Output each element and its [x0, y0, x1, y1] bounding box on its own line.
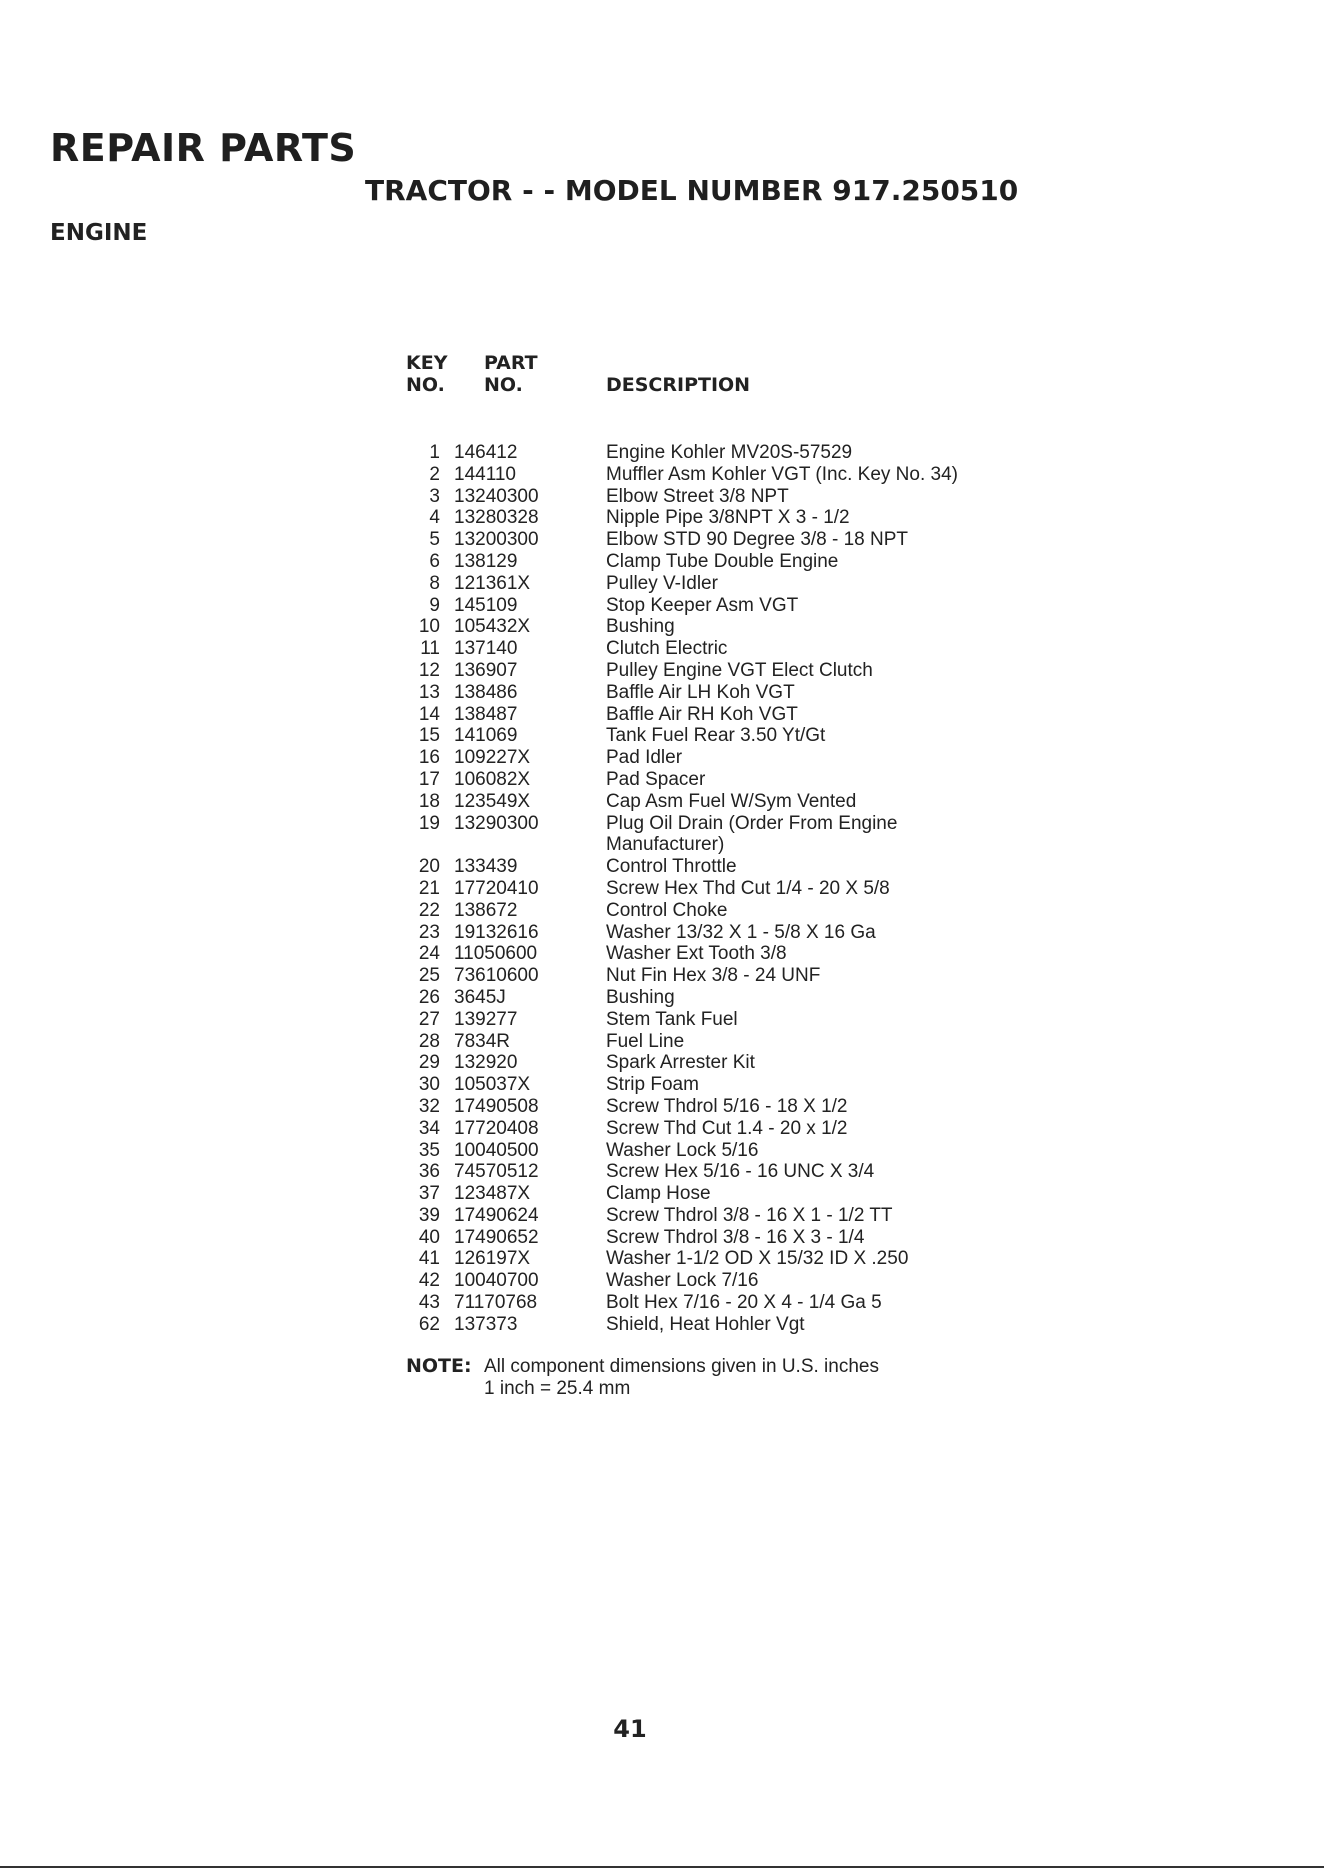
part-cell: 105432X: [454, 616, 531, 638]
description-cell: Pulley Engine VGT Elect Clutch: [606, 659, 873, 681]
table-row: [406, 1009, 1006, 1031]
subsection-title: ENGINE: [50, 220, 148, 246]
description-cell: Screw Thdrol 3/8 - 16 X 1 - 1/2 TT: [606, 1204, 893, 1226]
table-row: [406, 856, 1006, 878]
table-row: [406, 595, 1006, 617]
parts-list: [406, 352, 1006, 1336]
key-cell: 14: [418, 703, 440, 725]
part-cell: 17490652: [454, 1226, 539, 1248]
table-row: [406, 704, 1006, 726]
description-cell: Screw Thdrol 3/8 - 16 X 3 - 1/4: [606, 1226, 865, 1248]
description-cell: Screw Thdrol 5/16 - 18 X 1/2: [606, 1095, 848, 1117]
description-cell: Pad Spacer: [606, 768, 706, 790]
key-cell: 6: [429, 550, 440, 572]
table-row: [406, 1270, 1006, 1292]
key-cell: 5: [429, 529, 440, 551]
description-cell: Stop Keeper Asm VGT: [606, 594, 799, 616]
key-cell: 3: [429, 485, 440, 507]
description-cell: Stem Tank Fuel: [606, 1008, 738, 1030]
table-row: [406, 660, 1006, 682]
key-cell: 9: [429, 594, 440, 616]
part-cell: 17720410: [454, 877, 539, 899]
table-row: [406, 1205, 1006, 1227]
table-row: [406, 813, 1006, 857]
part-cell: 13280328: [454, 507, 539, 529]
key-cell: 39: [418, 1204, 440, 1226]
key-cell: 28: [418, 1030, 440, 1052]
part-cell: 132920: [454, 1052, 518, 1074]
description-cell: Plug Oil Drain (Order From Engine Manufacturer): [606, 812, 898, 856]
description-cell: Control Throttle: [606, 856, 737, 878]
table-row: [406, 573, 1006, 595]
key-cell: 13: [418, 681, 440, 703]
part-cell: 137140: [454, 638, 518, 660]
part-cell: 74570512: [454, 1161, 539, 1183]
key-cell: 20: [418, 856, 440, 878]
part-cell: 106082X: [454, 768, 531, 790]
description-header: DESCRIPTION: [606, 374, 751, 396]
description-cell: Washer 1-1/2 OD X 15/32 ID X .250: [606, 1248, 909, 1270]
key-cell: 40: [418, 1226, 440, 1248]
part-cell: 138487: [454, 703, 518, 725]
table-row: [406, 1074, 1006, 1096]
part-cell: 3645J: [454, 986, 506, 1008]
table-row: [406, 769, 1006, 791]
part-cell: 126197X: [454, 1248, 531, 1270]
description-cell: Pulley V-Idler: [606, 572, 718, 594]
description-cell: Baffle Air RH Koh VGT: [606, 703, 798, 725]
table-row: [406, 791, 1006, 813]
key-cell: 62: [418, 1313, 440, 1335]
description-cell: Washer Lock 7/16: [606, 1270, 759, 1292]
part-cell: 123487X: [454, 1183, 531, 1205]
key-cell: 18: [418, 790, 440, 812]
table-row: [406, 1292, 1006, 1314]
key-cell: 37: [418, 1183, 440, 1205]
table-row: [406, 922, 1006, 944]
table-row: [406, 616, 1006, 638]
page-title: REPAIR PARTS: [50, 126, 357, 170]
table-row: [406, 900, 1006, 922]
key-cell: 32: [418, 1095, 440, 1117]
table-row: [406, 725, 1006, 747]
description-cell: Control Choke: [606, 899, 728, 921]
part-cell: 133439: [454, 856, 518, 878]
model-title: TRACTOR - - MODEL NUMBER 917.250510: [365, 174, 1019, 207]
key-cell: 36: [418, 1161, 440, 1183]
part-cell: 7834R: [454, 1030, 510, 1052]
description-cell: Clamp Tube Double Engine: [606, 550, 839, 572]
part-cell: 138672: [454, 899, 518, 921]
table-row: [406, 1183, 1006, 1205]
description-cell: Bushing: [606, 616, 675, 638]
description-cell: Nipple Pipe 3/8NPT X 3 - 1/2: [606, 507, 850, 529]
part-cell: 10040700: [454, 1270, 539, 1292]
table-row: [406, 747, 1006, 769]
table-row: [406, 878, 1006, 900]
part-cell: 17490624: [454, 1204, 539, 1226]
part-cell: 123549X: [454, 790, 531, 812]
description-cell: Screw Hex Thd Cut 1/4 - 20 X 5/8: [606, 877, 890, 899]
part-cell: 13200300: [454, 529, 539, 551]
description-cell: Muffler Asm Kohler VGT (Inc. Key No. 34): [606, 463, 958, 485]
key-cell: 27: [418, 1008, 440, 1030]
table-row: [406, 943, 1006, 965]
key-cell: 1: [429, 442, 440, 463]
part-cell: 71170768: [454, 1292, 538, 1314]
key-cell: 24: [418, 943, 440, 965]
part-cell: 141069: [454, 725, 518, 747]
table-row: [406, 529, 1006, 551]
key-cell: 19: [418, 812, 440, 834]
part-cell: 136907: [454, 659, 518, 681]
key-cell: 22: [418, 899, 440, 921]
note-label: NOTE:: [406, 1355, 472, 1377]
description-cell: Washer Lock 5/16: [606, 1139, 759, 1161]
description-cell: Nut Fin Hex 3/8 - 24 UNF: [606, 965, 821, 987]
key-header-line2: NO.: [406, 374, 445, 396]
key-cell: 35: [418, 1139, 440, 1161]
part-cell: 17490508: [454, 1095, 539, 1117]
part-cell: 145109: [454, 594, 518, 616]
description-cell: Clutch Electric: [606, 638, 728, 660]
table-row: [406, 1227, 1006, 1249]
key-cell: 43: [418, 1292, 440, 1314]
key-cell: 4: [429, 507, 440, 529]
page-number: 41: [613, 1715, 647, 1743]
part-cell: 13240300: [454, 485, 539, 507]
description-cell: Fuel Line: [606, 1030, 685, 1052]
key-cell: 10: [418, 616, 440, 638]
key-cell: 16: [418, 747, 440, 769]
part-cell: 11050600: [454, 943, 538, 965]
part-cell: 73610600: [454, 965, 539, 987]
part-header-line1: PART: [484, 352, 538, 374]
part-cell: 10040500: [454, 1139, 539, 1161]
key-cell: 2: [429, 463, 440, 485]
key-cell: 17: [418, 768, 440, 790]
table-row: [406, 1314, 1006, 1336]
part-cell: 144110: [454, 463, 516, 485]
table-row: [406, 464, 1006, 486]
description-cell: Clamp Hose: [606, 1183, 711, 1205]
key-cell: 23: [418, 921, 440, 943]
part-cell: 138129: [454, 550, 518, 572]
description-cell: Spark Arrester Kit: [606, 1052, 755, 1074]
part-cell: 139277: [454, 1008, 518, 1030]
part-header-line2: NO.: [484, 374, 523, 396]
table-row: [406, 1052, 1006, 1074]
key-cell: 15: [418, 725, 440, 747]
part-cell: 105037X: [454, 1074, 531, 1096]
key-cell: 42: [418, 1270, 440, 1292]
description-cell: Baffle Air LH Koh VGT: [606, 681, 795, 703]
key-cell: 8: [429, 572, 440, 594]
key-cell: 12: [418, 659, 440, 681]
table-row: [406, 1140, 1006, 1162]
key-cell: 34: [418, 1117, 440, 1139]
note: [406, 1356, 879, 1400]
part-cell: 146412: [454, 442, 518, 463]
description-cell: Screw Thd Cut 1.4 - 20 x 1/2: [606, 1117, 848, 1139]
description-cell: Bushing: [606, 986, 675, 1008]
key-cell: 30: [418, 1074, 440, 1096]
description-cell: Strip Foam: [606, 1074, 699, 1096]
table-row: [406, 638, 1006, 660]
part-cell: 13290300: [454, 812, 539, 834]
part-cell: 121361X: [454, 572, 531, 594]
description-cell: Elbow STD 90 Degree 3/8 - 18 NPT: [606, 529, 909, 551]
description-cell: Elbow Street 3/8 NPT: [606, 485, 789, 507]
key-cell: 11: [420, 638, 440, 660]
column-headers: [406, 352, 1006, 404]
table-row: [406, 965, 1006, 987]
description-cell: Bolt Hex 7/16 - 20 X 4 - 1/4 Ga 5: [606, 1292, 882, 1314]
description-cell: Pad Idler: [606, 747, 683, 769]
description-cell: Tank Fuel Rear 3.50 Yt/Gt: [606, 725, 826, 747]
note-line1: All component dimensions given in U.S. inches: [484, 1356, 879, 1377]
table-row: [406, 507, 1006, 529]
description-cell: Cap Asm Fuel W/Sym Vented: [606, 790, 857, 812]
table-row: [406, 682, 1006, 704]
key-cell: 41: [418, 1248, 440, 1270]
table-row: [406, 1031, 1006, 1053]
description-cell: Washer 13/32 X 1 - 5/8 X 16 Ga: [606, 921, 876, 943]
key-cell: 26: [418, 986, 440, 1008]
table-row: [406, 442, 1006, 464]
part-cell: 19132616: [454, 921, 539, 943]
note-line2: 1 inch = 25.4 mm: [484, 1377, 631, 1399]
description-cell: Engine Kohler MV20S-57529: [606, 442, 853, 463]
table-row: [406, 987, 1006, 1009]
key-cell: 25: [418, 965, 440, 987]
bottom-rule: [0, 1866, 1324, 1868]
part-cell: 17720408: [454, 1117, 539, 1139]
part-cell: 137373: [454, 1313, 518, 1335]
table-row: [406, 486, 1006, 508]
part-cell: 109227X: [454, 747, 531, 769]
key-cell: 29: [418, 1052, 440, 1074]
description-cell: Screw Hex 5/16 - 16 UNC X 3/4: [606, 1161, 875, 1183]
key-cell: 21: [418, 877, 440, 899]
table-row: [406, 1096, 1006, 1118]
table-row: [406, 1161, 1006, 1183]
table-row: [406, 1118, 1006, 1140]
key-header-line1: KEY: [406, 352, 448, 374]
description-cell: Shield, Heat Hohler Vgt: [606, 1313, 805, 1335]
table-row: [406, 551, 1006, 573]
parts-rows: [406, 442, 1006, 1336]
description-cell: Washer Ext Tooth 3/8: [606, 943, 787, 965]
part-cell: 138486: [454, 681, 518, 703]
table-row: [406, 1248, 1006, 1270]
